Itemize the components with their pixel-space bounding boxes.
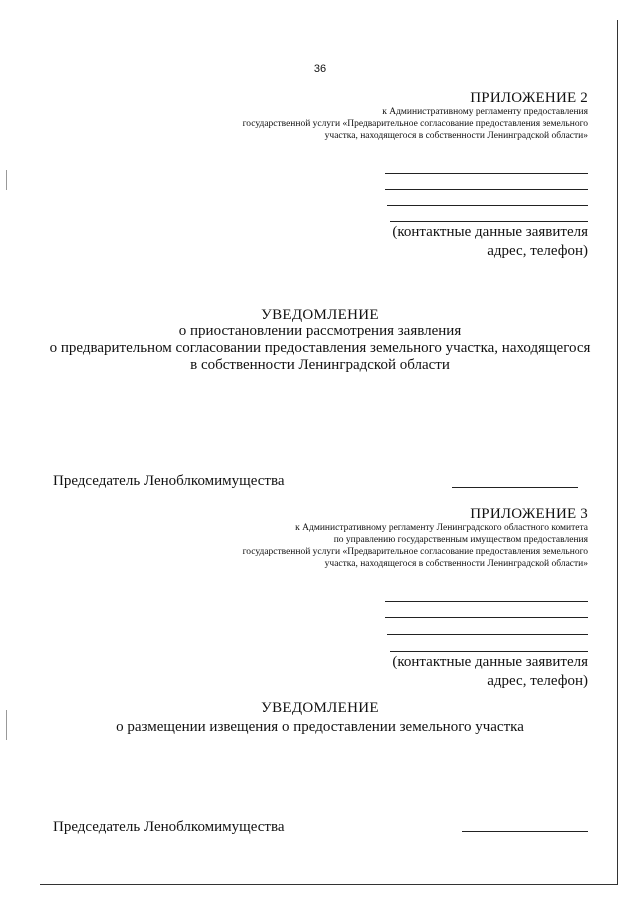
- appendix2-signature-line: [452, 487, 578, 488]
- appendix2-heading: ПРИЛОЖЕНИЕ 2: [470, 90, 588, 106]
- scan-edge-bottom: [40, 884, 618, 885]
- appendix3-blank-line-4: [390, 651, 588, 652]
- scan-edge-left-mark-2: [6, 710, 7, 740]
- appendix3-subtitle-line-1: к Административному регламенту Ленинградского областного комитета: [295, 523, 588, 533]
- appendix2-blank-line-3: [387, 205, 588, 206]
- appendix2-blank-line-1: [385, 173, 588, 174]
- appendix3-subtitle-line-3: государственной услуги «Предварительное согласование предоставления земельного: [242, 547, 588, 557]
- appendix3-subtitle-line-2: по управлению государственным имуществом предоставления: [333, 535, 588, 545]
- appendix3-notice-text: [30, 719, 610, 736]
- appendix2-subtitle-line-2: государственной услуги «Предварительное согласование предоставления земельного: [242, 119, 588, 129]
- appendix2-notice-line-3: в собственности Ленинградской области: [190, 357, 450, 373]
- appendix3-contact-line-2: адрес, телефон): [487, 673, 588, 689]
- appendix3-notice-title: УВЕДОМЛЕНИЕ: [261, 700, 379, 716]
- appendix2-contact-line-2: адрес, телефон): [487, 243, 588, 259]
- appendix2-notice-line-2: о предварительном согласовании предоставления земельного участка, находящегося: [49, 340, 591, 356]
- scan-edge-right: [617, 20, 618, 885]
- appendix2-blank-line-4: [390, 221, 588, 222]
- appendix2-subtitle: [150, 106, 588, 142]
- appendix3-blank-line-2: [385, 617, 588, 618]
- appendix2-notice-line-1: о приостановлении рассмотрения заявления: [178, 323, 462, 339]
- appendix2-subtitle-line-1: к Административному регламенту предоставления: [382, 107, 588, 117]
- appendix2-notice-title: УВЕДОМЛЕНИЕ: [261, 307, 379, 323]
- appendix3-heading: ПРИЛОЖЕНИЕ 3: [470, 506, 588, 522]
- scan-edge-left-mark: [6, 170, 7, 190]
- appendix2-contact-line-1: (контактные данные заявителя: [392, 224, 588, 240]
- appendix2-subtitle-line-3: участка, находящегося в собственности Ленинградской области»: [324, 131, 588, 141]
- appendix3-subtitle: [150, 522, 588, 570]
- appendix3-contact-line-1: (контактные данные заявителя: [392, 654, 588, 670]
- appendix3-signature-line: [462, 831, 588, 832]
- appendix3-subtitle-line-4: участка, находящегося в собственности Ленинградской области»: [324, 559, 588, 569]
- appendix2-notice-text: [30, 323, 610, 374]
- appendix3-contact-caption: [360, 653, 588, 691]
- appendix2-signatory: Председатель Леноблкомимущества: [53, 473, 285, 489]
- appendix2-blank-line-2: [385, 189, 588, 190]
- appendix2-contact-caption: [360, 223, 588, 261]
- page-number: 36: [313, 63, 327, 75]
- appendix3-signatory: Председатель Леноблкомимущества: [53, 819, 285, 835]
- appendix3-notice-line-1: о размещении извещения о предоставлении земельного участка: [116, 719, 524, 735]
- appendix3-blank-line-3: [387, 634, 588, 635]
- appendix3-blank-line-1: [385, 601, 588, 602]
